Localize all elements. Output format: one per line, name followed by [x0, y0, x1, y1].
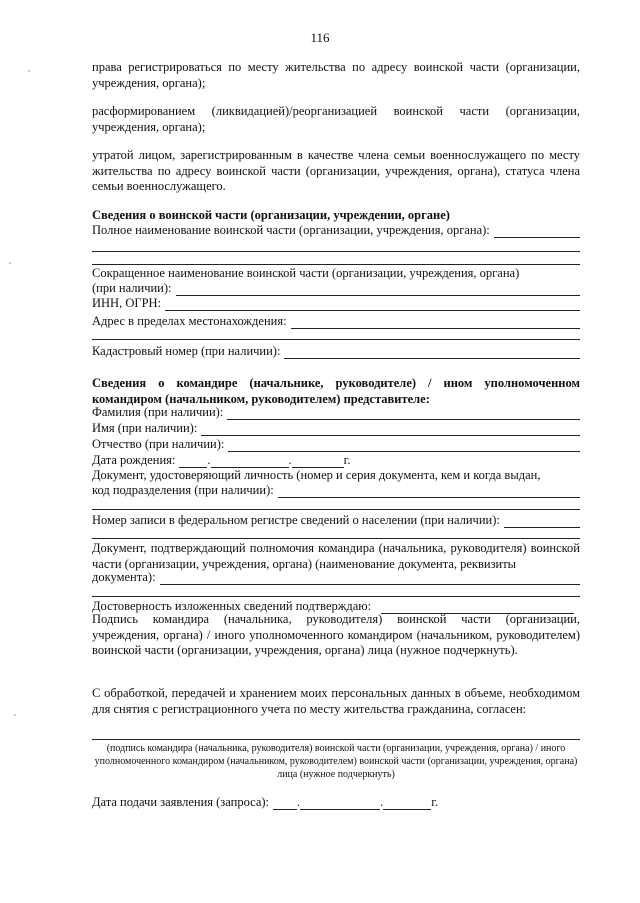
commander-surname-label: Фамилия (при наличии):	[92, 404, 224, 419]
commander-registry-line-2[interactable]	[92, 538, 580, 539]
commander-birth-label: Дата рождения:	[92, 452, 176, 467]
commander-patronymic-field[interactable]	[228, 439, 580, 452]
commander-surname-row	[92, 404, 580, 420]
commander-authority-field[interactable]	[160, 572, 580, 585]
unit-full-name-line-2[interactable]	[92, 251, 580, 252]
submission-month-field[interactable]	[300, 797, 380, 810]
commander-surname-field[interactable]	[227, 407, 580, 420]
paragraph-family-status: утратой лицом, зарегистрированным в качестве члена семьи военнослужащего по месту жительства по адресу воинской части (организации, учреждения, органа), статуса члена семьи военнослужащего.	[92, 148, 580, 193]
unit-short-name-label: Сокращенное наименование воинской части (организации, учреждения, органа)	[92, 266, 520, 280]
scan-speck	[14, 714, 16, 716]
signature-caption: (подпись командира (начальника, руководителя) воинской части (организации, учреждения, органа) / иного уполномоченного командиром (начальником, руководителем) воинской части (организации, учреждения, органа) лица (нужное подчеркнуть)	[94, 743, 578, 780]
scan-speck	[9, 262, 11, 264]
birth-month-field[interactable]	[211, 455, 289, 468]
submission-day-field[interactable]	[273, 797, 297, 810]
submission-date-row: Дата подачи заявления (запроса): . . г.	[92, 794, 439, 809]
page-number: 116	[310, 30, 330, 45]
unit-address-field[interactable]	[291, 316, 580, 329]
unit-full-name-line-3[interactable]	[92, 264, 580, 265]
unit-cadastral-label: Кадастровый номер (при наличии):	[92, 343, 281, 358]
commander-registry-field[interactable]	[504, 515, 580, 528]
commander-name-row	[92, 420, 580, 436]
unit-inn-label: ИНН, ОГРН:	[92, 295, 162, 310]
unit-cadastral-row	[92, 343, 580, 359]
commander-signature-note: Подпись командира (начальника, руководителя) воинской части (организации, учреждения, органа) / иного уполномоченного командиром (начальником, руководителем) воинской части (организации, учреждения, органа) лица (нужное подчеркнуть).	[92, 612, 580, 657]
commander-id-doc-field[interactable]	[278, 485, 580, 498]
unit-address-line-2[interactable]	[92, 339, 580, 340]
unit-full-name-row	[92, 222, 580, 238]
birth-year-field[interactable]	[292, 455, 344, 468]
unit-full-name-field[interactable]	[494, 225, 580, 238]
commander-section-heading: Сведения о командире (начальнике, руководителе) / ином уполномоченном командиром (начальником, руководителем) представителе:	[92, 376, 580, 406]
commander-id-doc-label-2: код подразделения (при наличии):	[92, 482, 274, 497]
unit-short-name-row	[92, 280, 580, 296]
scan-speck	[28, 70, 30, 72]
commander-name-label: Имя (при наличии):	[92, 420, 198, 435]
commander-authority-row	[92, 569, 580, 585]
unit-short-name-label-2: (при наличии):	[92, 280, 172, 295]
consent-signature-line[interactable]	[92, 739, 580, 740]
commander-registry-row	[92, 512, 580, 528]
commander-patronymic-row	[92, 436, 580, 452]
unit-cadastral-field[interactable]	[284, 346, 580, 359]
commander-name-field[interactable]	[201, 423, 580, 436]
unit-full-name-label: Полное наименование воинской части (организации, учреждения, органа):	[92, 222, 490, 237]
commander-id-doc-label: Документ, удостоверяющий личность (номер и серия документа, кем и когда выдан,	[92, 468, 541, 482]
commander-authority-line-2[interactable]	[92, 596, 580, 597]
unit-section-heading: Сведения о воинской части (организации, учреждении, органе)	[92, 208, 450, 222]
paragraph-residence-right: права регистрироваться по месту жительства по адресу воинской части (организации, учреждения, органа);	[92, 60, 580, 90]
birth-day-field[interactable]	[179, 455, 207, 468]
commander-registry-label: Номер записи в федеральном регистре сведений о населении (при наличии):	[92, 512, 500, 527]
submission-date-label: Дата подачи заявления (запроса):	[92, 794, 270, 809]
unit-address-label: Адрес в пределах местонахождения:	[92, 313, 287, 328]
commander-authority-label: Документ, подтверждающий полномочия командира (начальника, руководителя) воинской части (организации, учреждения, органа) (наименование документа, реквизиты	[92, 541, 580, 571]
paragraph-disbandment: расформированием (ликвидацией)/реорганизацией воинской части (организации, учреждения, органа);	[92, 104, 580, 134]
commander-birth-date-row: Дата рождения: . . г.	[92, 452, 351, 467]
commander-id-doc-line-2[interactable]	[92, 509, 580, 510]
unit-inn-row	[92, 295, 580, 311]
commander-id-doc-row	[92, 482, 580, 498]
commander-patronymic-label: Отчество (при наличии):	[92, 436, 225, 451]
unit-address-row	[92, 313, 580, 329]
unit-inn-field[interactable]	[165, 298, 580, 311]
submission-year-field[interactable]	[383, 797, 431, 810]
consent-paragraph: С обработкой, передачей и хранением моих персональных данных в объеме, необходимом для снятия с регистрационного учета по месту жительства гражданина, согласен:	[92, 686, 580, 716]
commander-authority-label-2: документа):	[92, 569, 156, 584]
commander-confirm-label: Достоверность изложенных сведений подтверждаю:	[92, 598, 372, 613]
